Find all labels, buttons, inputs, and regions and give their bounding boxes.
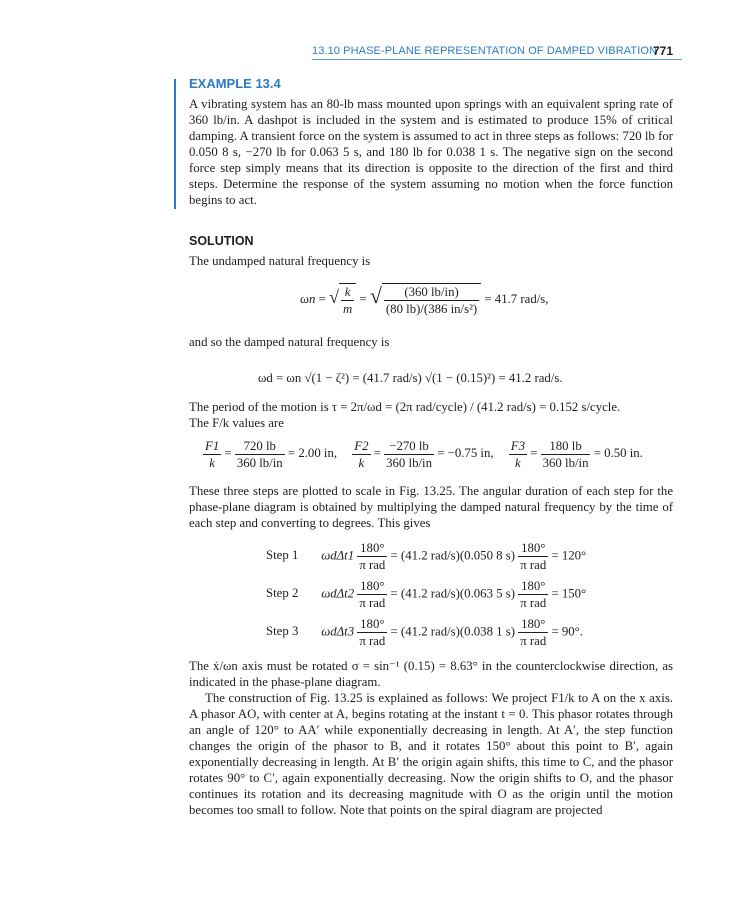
steps-intro: These three steps are plotted to scale in Fig. 13.25. The angular duration of each step for the phase-plane diagram is obtained by multiplying the damped natural frequency by the time of each step and converting to degrees. This gives <box>189 484 673 530</box>
eq1-denominator: (80 lb)/(386 in/s²) <box>385 302 478 317</box>
example-sidebar-bar <box>174 79 176 209</box>
fk-equations <box>203 438 643 471</box>
fk-intro: The F/k values are <box>189 416 284 430</box>
m-symbol: m <box>342 302 353 317</box>
eq1-numerator: (360 lb/in) <box>384 284 479 301</box>
omega-n-symbol: ωn <box>300 292 316 306</box>
example-title: EXAMPLE 13.4 <box>189 76 281 91</box>
step-row: Step 1 ωdΔt1 $\frac{180^\circ}{\text{π rad}}$ = (41.2 rad/s)(0.050 8 s) $\frac{180^\circ}{\text{π rad}}$ = 120° <box>266 541 587 572</box>
solution-intro: The undamped natural frequency is <box>189 254 371 268</box>
step-row: Step 3 ωdΔt3 $\frac{180^\circ}{\text{π rad}}$ = (41.2 rad/s)(0.038 1 s) $\frac{180^\circ}{\text{π rad}}$ = 90°. <box>266 617 583 648</box>
k-symbol: k <box>344 285 351 300</box>
fk-item: $\frac{F3}{k}$ = $\frac{180 lb}{360 lb/in}$ = 0.50 in. <box>510 439 643 470</box>
natural-frequency-equation: ωn = √ $\frac{k}{m}$ = √ $\frac{(360 lb/in)}{\text{(80 lb)/(386 in/s²)}}$ = 41.7 rad/s, <box>300 283 549 317</box>
rotation-text: The ẋ/ωn axis must be rotated σ = sin⁻¹ (0.15) = 8.63° in the counterclockwise direction, as indicated in the phase-plane diagram. <box>189 659 673 689</box>
construction-text: The construction of Fig. 13.25 is explained as follows: We project F1/k to A on the x axis. A phasor AO, with center at A, begins rotating at the instant t = 0. This phasor rotates through an angle of 120° to AA′ while exponentially decreasing in length. At A′, the step function changes the origin of the phasor to B, and it rotates 150° about this point to B′, again exponentially decreasing in length. At B′ the origin again shifts, this time to C, and the phasor rotates 90° to C′, again exponentially decreasing. Now the origin shifts to O, and the phasor continues its rotation and its decreasing magnitude with O as the origin until the motion becomes too small to follow. Note that points on the spiral diagram are projected <box>189 691 673 817</box>
header-rule <box>312 59 682 60</box>
solution-heading: SOLUTION <box>189 234 254 248</box>
eq1-result: = 41.7 rad/s, <box>484 292 549 306</box>
damped-frequency-equation: ωd = ωn √(1 − ζ²) = (41.7 rad/s) √(1 − (0.15)²) = 41.2 rad/s. <box>258 371 563 385</box>
fk-item: $\frac{F1}{k}$ = $\frac{720 lb}{360 lb/in}$ = 2.00 in, <box>205 439 338 470</box>
fk-item: $\frac{F2}{k}$ = $\frac{-270 lb}{360 lb/in}$ = −0.75 in, <box>354 439 494 470</box>
page-number: 771 <box>653 44 674 58</box>
damped-intro: and so the damped natural frequency is <box>189 335 390 349</box>
period-text: The period of the motion is τ = 2π/ωd = (2π rad/cycle) / (41.2 rad/s) = 0.152 s/cycle. <box>189 400 621 414</box>
example-problem-text: A vibrating system has an 80-lb mass mounted upon springs with an equivalent spring rate of 360 lb/in. A dashpot is included in the system and is estimated to produce 15% of critical damping. A transient force on the system is assumed to act in three steps as follows: 720 lb for 0.050 8 s, −270 lb for 0.063 5 s, and 180 lb for 0.038 1 s. The negative sign on the second force step simply means that its direction is opposite to the direction of the first and third steps. Determine the response of the system assuming no motion when the force function begins to act. <box>189 97 673 207</box>
running-title: 13.10 PHASE-PLANE REPRESENTATION OF DAMPED VIBRATION <box>312 45 658 57</box>
step-row: Step 2 ωdΔt2 $\frac{180^\circ}{\text{π rad}}$ = (41.2 rad/s)(0.063 5 s) $\frac{180^\circ}{\text{π rad}}$ = 150° <box>266 579 587 610</box>
